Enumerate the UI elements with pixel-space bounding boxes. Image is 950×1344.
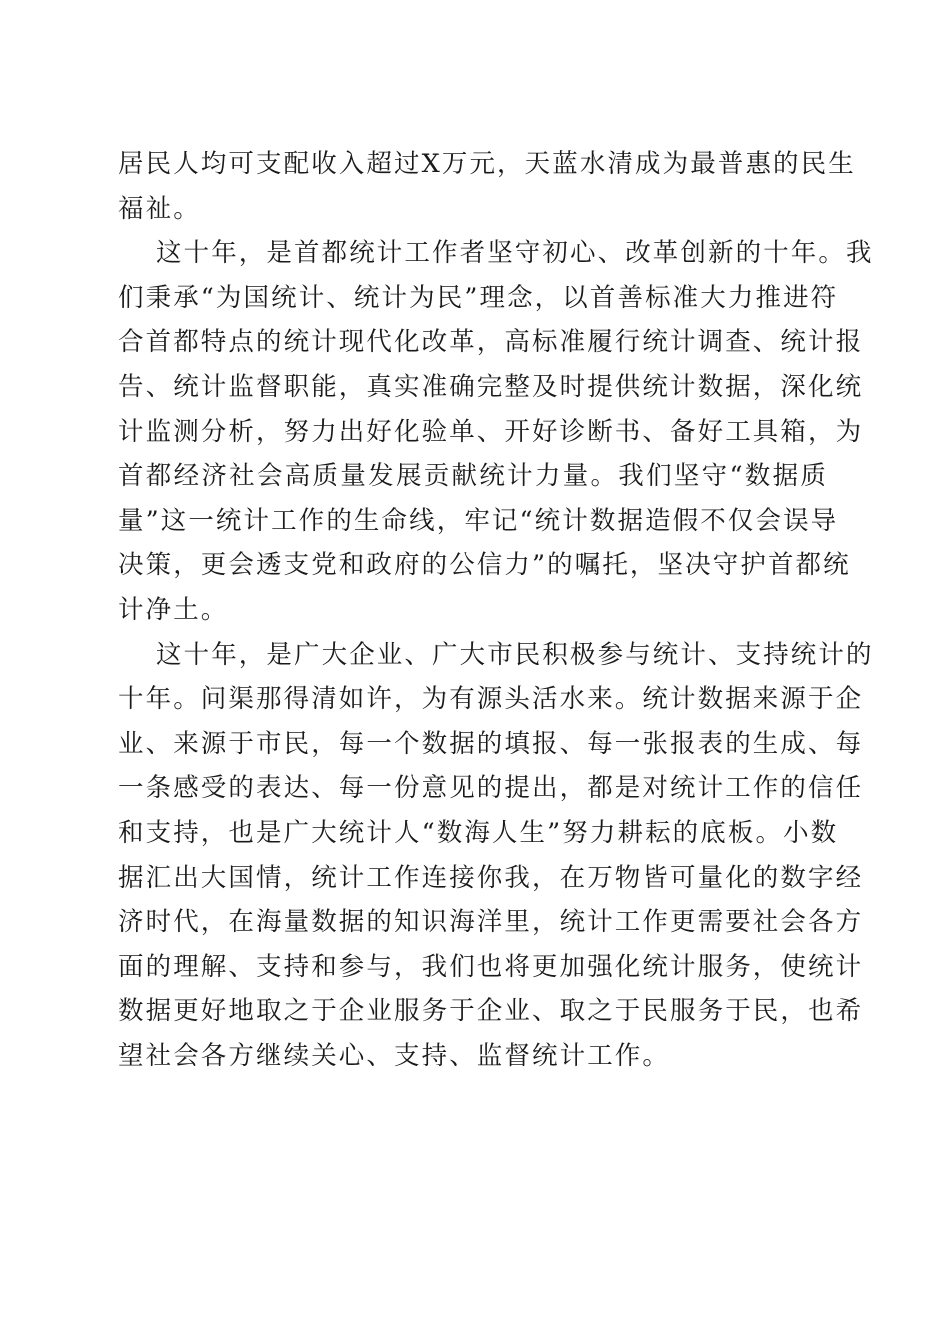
text-line: 计监测分析，努力出好化验单、开好诊断书、备好工具箱，为 (118, 416, 864, 447)
text-line: 福祉。 (118, 193, 201, 224)
text-line: 面的理解、支持和参与，我们也将更加强化统计服务，使统计 (118, 951, 864, 982)
text-line: 告、统计监督职能，真实准确完整及时提供统计数据，深化统 (118, 371, 864, 402)
text-line: 一条感受的表达、每一份意见的提出，都是对统计工作的信任 (118, 773, 864, 804)
paragraph-3 (118, 633, 874, 1079)
text-line: 合首都特点的统计现代化改革，高标准履行统计调查、统计报 (118, 327, 864, 358)
text-line: 量”这一统计工作的生命线，牢记“统计数据造假不仅会误导 (118, 505, 839, 536)
text-line: 这十年，是广大企业、广大市民积极参与统计、支持统计的 (156, 639, 874, 670)
text-line: 首都经济社会高质量发展贡献统计力量。我们坚守“数据质 (118, 461, 828, 492)
paragraph-2 (118, 231, 874, 632)
text-line: 这十年，是首都统计工作者坚守初心、改革创新的十年。我 (156, 238, 874, 269)
text-line: 和支持，也是广大统计人“数海人生”努力耕耘的底板。小数 (118, 817, 839, 848)
text-line: 据汇出大国情，统计工作连接你我，在万物皆可量化的数字经 (118, 862, 864, 893)
text-line: 居民人均可支配收入超过X万元，天蓝水清成为最普惠的民生 (118, 149, 856, 179)
text-line: 望社会各方继续关心、支持、监督统计工作。 (118, 1040, 671, 1071)
text-line: 济时代，在海量数据的知识海洋里，统计工作更需要社会各方 (118, 907, 864, 938)
text-line: 们秉承“为国统计、统计为民”理念，以首善标准大力推进符 (118, 282, 839, 313)
paragraph-1 (118, 142, 856, 231)
document-body (118, 142, 874, 1078)
text-line: 数据更好地取之于企业服务于企业、取之于民服务于民，也希 (118, 996, 864, 1027)
text-line: 决策，更会透支党和政府的公信力”的嘱托，坚决守护首都统 (118, 550, 851, 581)
text-line: 业、来源于市民，每一个数据的填报、每一张报表的生成、每 (118, 728, 864, 759)
text-line: 计净土。 (118, 594, 229, 625)
text-line: 十年。问渠那得清如许，为有源头活水来。统计数据来源于企 (118, 684, 864, 715)
